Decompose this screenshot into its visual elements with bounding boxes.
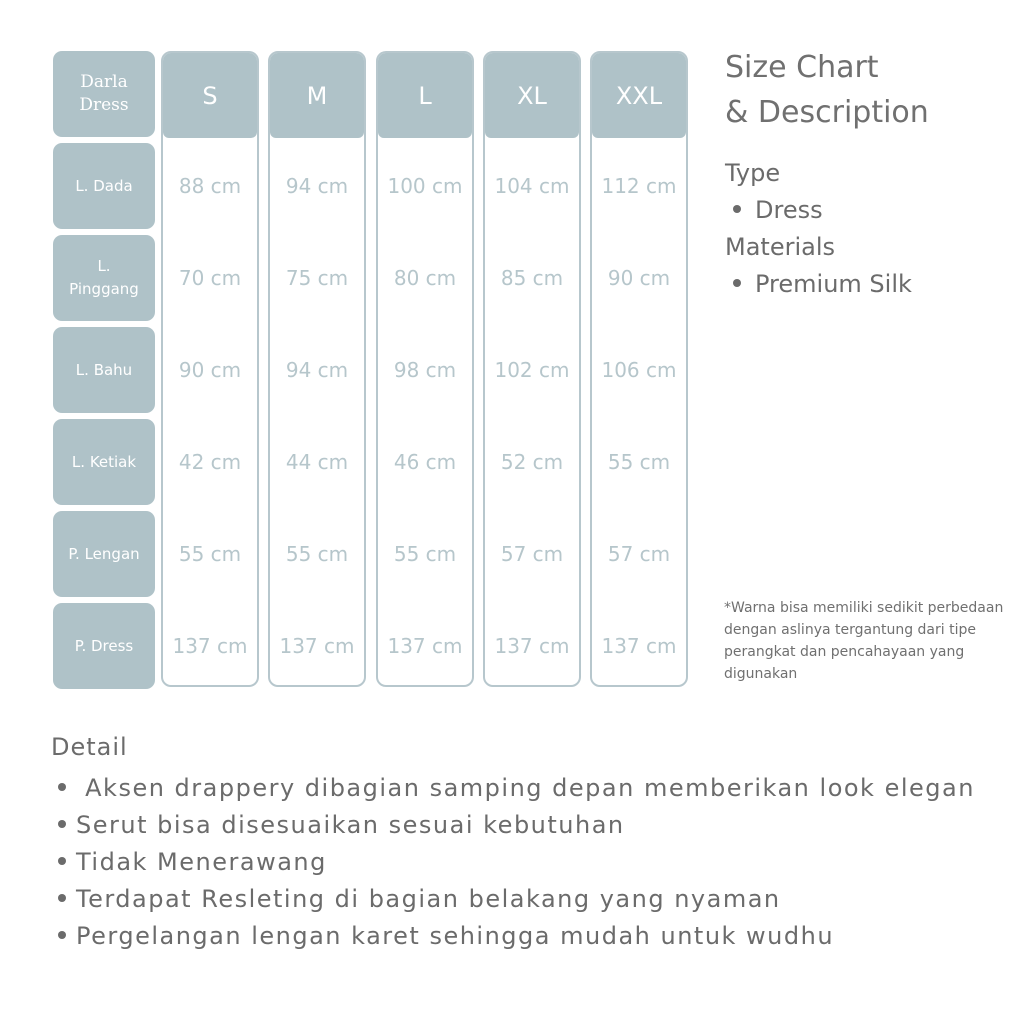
detail-text: Pergelangan lengan karet sehingga mudah untuk wudhu: [76, 922, 835, 950]
size-value: 70 cm: [178, 266, 242, 290]
bullet-icon: [58, 820, 66, 828]
size-header: L: [378, 53, 472, 138]
size-value: 98 cm: [393, 358, 457, 382]
list-item: [55, 807, 975, 844]
size-value: 55 cm: [393, 542, 457, 566]
detail-text: Tidak Menerawang: [76, 848, 327, 876]
list-item: [55, 918, 975, 955]
detail-heading: Detail: [51, 733, 128, 761]
size-value: 85 cm: [500, 266, 564, 290]
size-value: 137 cm: [494, 634, 570, 658]
row-label-lingkar-dada: L. Dada: [53, 143, 155, 229]
size-value: 42 cm: [178, 450, 242, 474]
bullet-icon: [58, 783, 66, 791]
detail-text: Aksen drappery dibagian samping depan memberikan look elegan: [76, 774, 975, 802]
size-value: 90 cm: [607, 266, 671, 290]
materials-value: Premium Silk: [755, 270, 912, 298]
bullet-icon: [733, 279, 741, 287]
row-label-lebar-bahu: L. Bahu: [53, 327, 155, 413]
size-value: 55 cm: [607, 450, 671, 474]
size-value: 104 cm: [494, 174, 570, 198]
size-value: 90 cm: [178, 358, 242, 382]
row-label-lebar-ketiak: L. Ketiak: [53, 419, 155, 505]
size-header: XL: [485, 53, 579, 138]
size-value: 44 cm: [285, 450, 349, 474]
size-value: 55 cm: [178, 542, 242, 566]
detail-text: Serut bisa disesuaikan sesuai kebutuhan: [76, 811, 625, 839]
type-value: Dress: [755, 196, 823, 224]
page-title: [725, 45, 929, 135]
size-value: 80 cm: [393, 266, 457, 290]
size-column-l: [376, 51, 474, 687]
size-value: 94 cm: [285, 358, 349, 382]
size-column-s: [161, 51, 259, 687]
row-label-panjang-dress: P. Dress: [53, 603, 155, 689]
bullet-icon: [58, 894, 66, 902]
size-value: 46 cm: [393, 450, 457, 474]
row-label-panjang-lengan: P. Lengan: [53, 511, 155, 597]
type-label: Type: [725, 159, 781, 187]
size-value: 52 cm: [500, 450, 564, 474]
size-value: 75 cm: [285, 266, 349, 290]
table-corner-label: Darla Dress: [53, 51, 155, 137]
size-column-m: [268, 51, 366, 687]
title-line-2: & Description: [725, 95, 929, 130]
size-value: 137 cm: [172, 634, 248, 658]
color-disclaimer-note: *Warna bisa memiliki sedikit perbedaan dengan aslinya tergantung dari tipe perangkat dan pencahayaan yang digunakan: [724, 600, 1004, 682]
list-item: [55, 770, 975, 807]
bullet-icon: [733, 205, 741, 213]
size-value: 112 cm: [601, 174, 677, 198]
size-value: 137 cm: [387, 634, 463, 658]
title-line-1: Size Chart: [725, 50, 879, 85]
size-value: 137 cm: [279, 634, 355, 658]
size-column-xxl: [590, 51, 688, 687]
size-value: 88 cm: [178, 174, 242, 198]
list-item: [55, 881, 975, 918]
bullet-icon: [58, 931, 66, 939]
bullet-icon: [58, 857, 66, 865]
detail-list: [55, 770, 975, 955]
list-item: [55, 844, 975, 881]
size-value: 102 cm: [494, 358, 570, 382]
size-value: 100 cm: [387, 174, 463, 198]
size-value: 55 cm: [285, 542, 349, 566]
size-value: 57 cm: [607, 542, 671, 566]
detail-text: Terdapat Resleting di bagian belakang yang nyaman: [76, 885, 781, 913]
row-label-lingkar-pinggang: L. Pinggang: [53, 235, 155, 321]
size-value: 57 cm: [500, 542, 564, 566]
size-header: M: [270, 53, 364, 138]
size-header: S: [163, 53, 257, 138]
materials-label: Materials: [725, 233, 836, 261]
type-item: [733, 196, 823, 224]
size-value: 94 cm: [285, 174, 349, 198]
materials-item: [733, 270, 912, 298]
size-value: 137 cm: [601, 634, 677, 658]
size-value: 106 cm: [601, 358, 677, 382]
size-header: XXL: [592, 53, 686, 138]
size-column-xl: [483, 51, 581, 687]
